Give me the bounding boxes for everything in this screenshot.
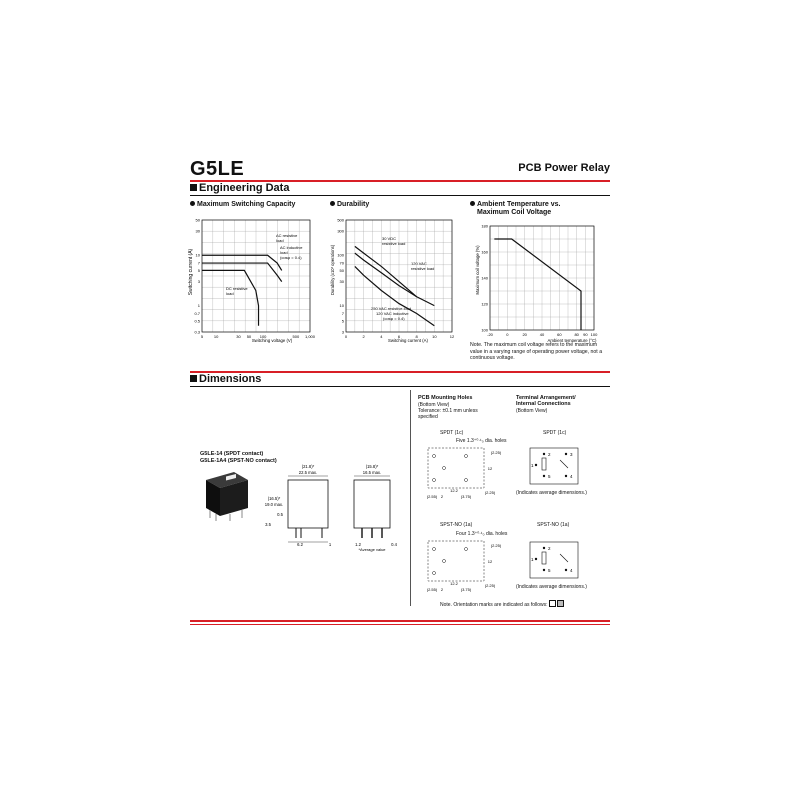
switching-capacity-chart [186,212,320,346]
y-tick-label: 0.5 [194,318,200,324]
section-engineering-label: Engineering Data [199,182,290,194]
pcb-spdt-drawing [420,444,510,500]
y-tick-label: 300 [337,228,344,234]
section-square-icon [190,375,197,382]
pcb-dim-4b: (2.55) [426,587,438,592]
ann-dc-resistive: DC resistive [226,286,248,291]
y-tick-label: 70 [339,260,344,266]
pcb-dim-1: (2.25) [490,450,502,455]
y-tick-label: 3 [197,279,200,285]
x-tick-label: 8 [415,334,418,339]
terminal-spst-label: SPST-NO (1a) [537,522,570,528]
bullet-icon [470,201,475,206]
pcb-dim-4: (2.55) [426,494,438,499]
front-pin-1: 0.5 [277,512,283,517]
pcb-dim-2b: 12 [487,559,493,564]
ann-30vdc-2: resistive load [382,241,406,246]
ann-ac-inductive: AC inductive [280,245,303,250]
bullet-icon [330,201,335,206]
terminal-spst-num-2: 2 [548,546,551,551]
switching-xlabel: Switching voltage (V) [251,338,293,343]
pcb-dim-7b: (2.25) [484,583,496,588]
y-tick-label: 5 [341,318,344,324]
chart-title-switching [190,201,295,209]
y-tick-label: 50 [195,217,200,223]
pcb-dim-6b: (3.75) [460,587,472,592]
chart-title-durability-text: Durability [337,201,370,208]
section-dimensions-label: Dimensions [199,373,262,385]
x-tick-label: 4 [380,334,383,339]
x-tick-label: 12 [449,334,455,339]
x-tick-label: -20 [487,332,493,337]
relay-photo [200,468,252,522]
y-tick-label: 30 [195,228,200,234]
ann-250vac-3: (cosφ = 0.4) [383,316,405,321]
orientation-note-text: Note. Orientation marks are indicated as follows: [440,602,548,608]
pcb-spst-label: SPST-NO (1a) [440,522,473,528]
x-tick-label: 90 [583,332,588,337]
bullet-icon [190,201,195,206]
x-tick-label: 500 [292,334,300,339]
y-tick-label: 0.7 [194,310,200,316]
y-tick-label: 100 [481,327,488,333]
section-underline [190,195,610,196]
chart-grid [346,220,452,332]
section-dimensions [190,373,261,385]
side-average-note: *Average value [358,547,386,552]
y-tick-label: 140 [481,275,488,281]
y-tick-label: 500 [337,217,344,223]
chart-title-ambient-line2: Maximum Coil Voltage [477,209,552,216]
durability-xlabel: Switching current (A) [388,338,428,343]
terminal-spst-diagram [528,540,584,580]
y-tick-label: 50 [339,267,344,273]
chart-title-ambient-line1: Ambient Temperature vs. [477,201,561,208]
terminal-num-4: 4 [570,474,573,479]
y-tick-label: 5 [197,267,200,273]
pcb-dim-5b: 2 [440,587,444,592]
y-tick-label: 10 [339,303,344,309]
terminal-subtitle: (Bottom View) [516,408,548,414]
ann-dc-resistive-2: load [226,291,234,296]
pcb-spst-holes: Four 1.3⁺⁰⋅¹₀ dia. holes [456,531,508,537]
terminal-spst-num-1: 1 [531,557,534,562]
x-tick-label: 30 [236,334,241,339]
chart-title-switching-text: Maximum Switching Capacity [197,201,296,208]
terminal-title-2: Internal Connections [516,401,571,407]
ambient-xlabel: Ambient temperature (°C) [547,338,597,343]
side-width-max: 16.5 max. [362,470,382,475]
y-tick-label: 7 [197,260,200,266]
terminal-spst-num-5: 5 [548,568,551,573]
terminal-num-2: 2 [548,452,551,457]
ann-120vac: 120 VAC [411,261,427,266]
pcb-dim-5: 2 [440,494,444,499]
section-square-icon [190,184,197,191]
section-engineering-data [190,182,289,194]
side-bottom-2: 0.4 [391,542,397,547]
x-tick-label: 6 [397,334,401,339]
vertical-divider [410,390,411,606]
terminal-spdt-label: SPDT (1c) [543,430,567,436]
ann-250vac: 250 VAC resistive load [371,306,412,311]
product-type: PCB Power Relay [518,162,610,174]
ann-30vdc: 30 VDC [382,236,397,241]
pcb-spdt-holes: Five 1.3⁺⁰⋅¹₀ dia. holes [456,438,507,444]
chart-title-ambient [470,201,561,217]
pcb-dim-3b: 12.2 [450,581,458,586]
front-bottom-2: 1 [328,542,332,547]
y-tick-label: 180 [481,223,488,229]
y-tick-label: 100 [337,252,344,258]
ambient-ylabel: Maximum coil voltage (%) [475,245,480,295]
pcb-title: PCB Mounting Holes [418,395,473,401]
x-tick-label: 10 [213,334,219,339]
x-tick-label: 60 [557,332,562,337]
series-line-2 [202,270,259,325]
front-pin-2: 3.5 [265,522,271,527]
front-height-max: 19.0 max. [264,502,284,507]
x-tick-label: 10 [432,334,437,339]
section-underline [190,386,610,387]
side-bottom-1: 1.2 [355,542,361,547]
model-line-1: G5LE-14 (SPDT contact) [200,451,264,457]
x-tick-label: 2 [362,334,365,339]
x-tick-label: 80 [574,332,579,337]
terminal-title: Terminal Arrangement/ [516,395,576,401]
orientation-mark-icon-2 [557,600,564,607]
switching-ylabel: Switching current (A) [188,248,194,296]
ann-120vac-2: resistive load [411,266,435,271]
ambient-note: Note. The maximum coil voltage refers to the maximum value in a varying range of operating power voltage, not a continuous voltage. [470,342,603,361]
side-width-top: (15.8)* [365,464,379,469]
orientation-mark-icon [549,600,556,607]
durability-chart [328,212,462,346]
terminal-num-1: 1 [531,463,534,468]
ann-ac-resistive-2: load [276,238,284,243]
y-tick-label: 0.3 [194,329,200,335]
pcb-dim-6: (3.75) [460,494,472,499]
y-tick-label: 30 [339,279,344,285]
x-tick-label: 5 [200,334,204,339]
front-view-drawing [260,462,342,552]
terminal-num-5: 5 [548,474,551,479]
x-tick-label: 20 [522,332,527,337]
ann-ac-inductive-3: (cosφ = 0.4) [280,255,302,260]
x-tick-label: 100 [590,332,598,337]
model-line-2: G5LE-1A4 (SPST-NO contact) [200,458,277,464]
pcb-dim-7: (2.25) [484,490,496,495]
terminal-avg-note-1: (Indicates average dimensions.) [516,490,587,496]
x-tick-label: 100 [259,334,267,339]
pcb-dim-2: 12 [487,466,493,471]
part-number: G5LE [190,158,245,180]
chart-title-durability [330,201,369,209]
x-tick-label: 1,000 [304,334,316,339]
side-view-drawing [342,462,408,552]
y-tick-label: 1 [197,303,200,309]
chart-grid [490,226,594,330]
front-width-max: 22.5 max. [298,470,318,475]
terminal-spdt-diagram [528,446,584,486]
pcb-spst-drawing [420,537,510,593]
front-height: (16.5)* [267,496,281,501]
series-line-1 [202,263,282,282]
bottom-red-rule-1 [190,620,610,622]
pcb-spdt-label: SPDT (1c) [440,430,464,436]
pcb-subtitle: (Bottom View) [418,402,450,408]
series-line-0 [355,246,417,296]
y-tick-label: 160 [481,249,488,255]
y-tick-label: 10 [195,252,200,258]
orientation-note [440,600,564,608]
terminal-avg-note-2: (Indicates average dimensions.) [516,584,587,590]
terminal-spst-num-4: 4 [570,568,573,573]
durability-ylabel: Durability (x10³ operations) [330,244,335,296]
ann-ac-resistive: AC resistive [276,233,298,238]
pcb-dim-3: 12.2 [450,488,458,493]
ambient-temperature-chart [470,222,605,346]
pcb-dim-1b: (2.25) [490,543,502,548]
terminal-num-3: 3 [570,452,573,457]
x-tick-label: 50 [246,334,252,339]
front-bottom-1: 6.2 [297,542,303,547]
ann-ac-inductive-2: load [280,250,288,255]
y-tick-label: 7 [341,310,344,316]
bottom-red-rule-2 [190,624,610,625]
x-tick-label: 0 [344,334,348,339]
front-width-top: (21.8)* [301,464,315,469]
pcb-tolerance: Tolerance: ±0.1 mm unless specified [418,408,478,420]
y-tick-label: 120 [481,301,488,307]
ann-250vac-2: 120 VAC inductive [376,311,409,316]
x-tick-label: 0 [506,332,509,337]
x-tick-label: 40 [539,332,545,337]
y-tick-label: 3 [341,329,344,335]
